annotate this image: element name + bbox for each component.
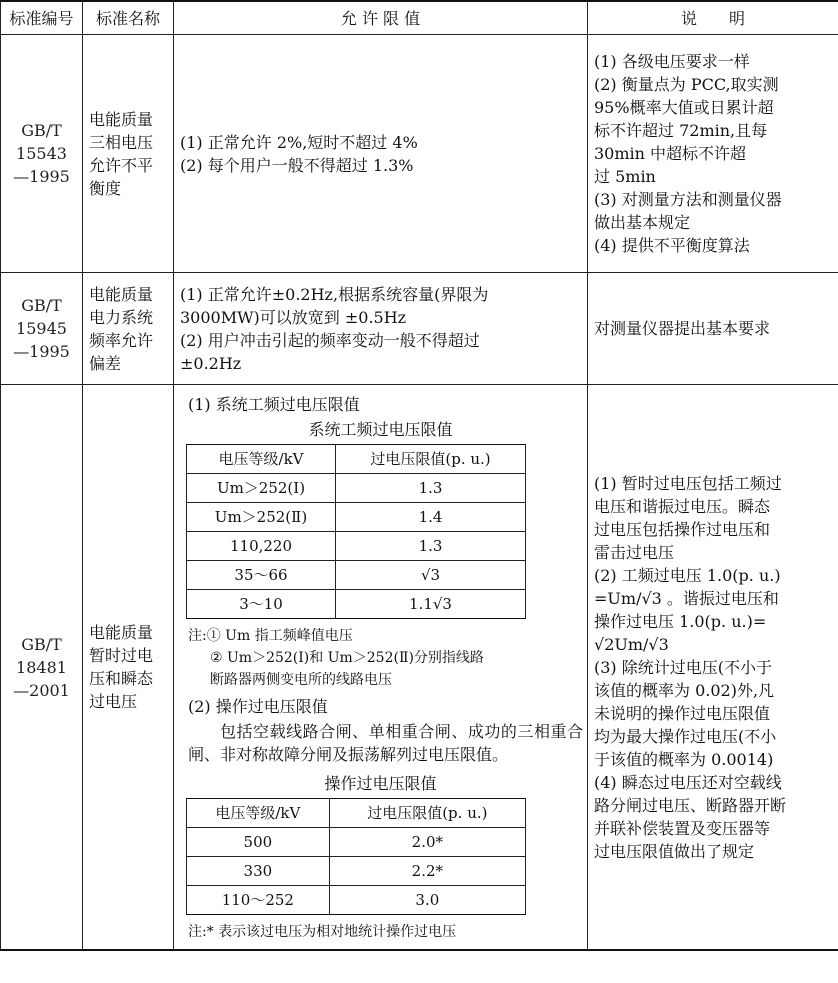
standard-code [1,273,83,385]
code-line: GB/T [21,296,62,315]
name-line: 衡度 [89,178,122,198]
desc-line: 未说明的操作过电压限值 [594,703,771,723]
desc-line: 电压和谐振过电压。瞬态 [594,496,771,516]
desc-line: (3) 除统计过电压(不小于 [594,657,772,677]
name-line: 三相电压 [89,132,154,152]
standard-name [83,35,174,273]
table-row [187,857,526,886]
name-line: 频率允许 [89,330,154,350]
table-cell: 2.0* [329,828,525,857]
description-cell [588,35,838,273]
desc-line: (2) 衡量点为 PCC,取实测 [594,75,779,94]
table-cell: Um＞252(Ⅰ) [187,474,336,503]
limit-cell [174,385,588,951]
limit-cell [174,273,588,385]
name-line: 允许不平 [89,155,154,175]
code-line: 15945 [16,319,67,338]
limit-line: (1) 正常允许 2%,短时不超过 4% [180,132,418,152]
limit-line: ±0.2Hz [180,353,242,373]
code-line: GB/T [21,634,62,654]
limit-line: (1) 正常允许±0.2Hz,根据系统容量(界限为 [180,284,489,304]
table-row [187,590,526,619]
power-frequency-table [186,444,526,619]
name-line: 暂时过电 [89,646,154,665]
name-line: 电能质量 [89,109,154,129]
inner-header-row [187,445,526,474]
desc-line: √2Um/√3 [594,634,669,654]
desc-line: (3) 对测量方法和测量仪器 [594,190,782,209]
table-cell: 110～252 [187,886,330,915]
code-line: —2001 [13,680,70,700]
column-header: 电压等级/kV [187,445,336,474]
name-line: 压和瞬态 [89,669,154,688]
standard-name [83,273,174,385]
desc-line: 该值的概率为 0.02)外,凡 [594,680,775,700]
desc-line: =Um/√3 。谐振过电压和 [594,588,779,608]
code-line: —1995 [13,342,70,361]
table-cell: 1.3 [336,474,526,503]
table-row [187,503,526,532]
table-cell: √3 [336,561,526,590]
desc-line: 对测量仪器提出基本要求 [594,319,771,338]
column-header: 电压等级/kV [187,799,330,828]
table-cell: 3.0 [329,886,525,915]
section1-table-title: 系统工频过电压限值 [308,420,453,439]
table-row [187,561,526,590]
code-line: GB/T [21,121,62,140]
table-cell: 1.4 [336,503,526,532]
header-desc: 说 明 [588,1,838,35]
table-cell: 1.3 [336,532,526,561]
description-cell [588,273,838,385]
note-line: 注:① Um 指工频峰值电压 [188,628,353,644]
header-row [1,1,838,35]
table-cell: 35～66 [187,561,336,590]
table-row [187,474,526,503]
desc-line: (1) 暂时过电压包括工频过 [594,473,782,493]
table-cell: 1.1√3 [336,590,526,619]
header-limit: 允 许 限 值 [174,1,588,35]
desc-line: 做出基本规定 [594,213,691,232]
section2-paragraph: 包括空载线路合闸、单相重合闸、成功的三相重合闸、非对称故障分闸及振荡解列过电压限值。 [188,722,583,764]
name-line: 电能质量 [89,284,154,304]
table-cell: 2.2* [329,857,525,886]
table-cell: 3～10 [187,590,336,619]
code-line: —1995 [13,167,70,186]
table-row [1,385,838,951]
table-cell: 330 [187,857,330,886]
desc-line: 操作过电压 1.0(p. u.)= [594,611,767,631]
limit-line: (2) 用户冲击引起的频率变动一般不得超过 [180,330,480,350]
desc-line: (4) 提供不平衡度算法 [594,236,750,255]
table-cell: 500 [187,828,330,857]
desc-line: 95%概率大值或日累计超 [594,98,774,117]
table-row [187,532,526,561]
desc-line: 过电压限值做出了规定 [594,841,755,861]
section2-table-title: 操作过电压限值 [324,774,437,793]
desc-line: 30min 中超标不许超 [594,144,747,163]
note-line: ② Um＞252(Ⅰ)和 Um＞252(Ⅱ)分别指线路 [210,650,484,666]
column-header: 过电压限值(p. u.) [336,445,526,474]
desc-line: 过 5min [594,167,656,186]
desc-line: 标不许超过 72min,且每 [594,121,768,140]
name-line: 偏差 [89,353,122,373]
desc-line: (2) 工频过电压 1.0(p. u.) [594,565,781,585]
table-row [1,273,838,385]
note-line: 断路器两侧变电所的线路电压 [210,672,392,688]
code-line: 15543 [16,144,67,163]
section2-note: 注:* 表示该过电压为相对地统计操作过电压 [188,924,457,940]
standard-name [83,385,174,951]
name-line: 过电压 [89,692,138,711]
desc-line: 路分闸过电压、断路器开断 [594,795,787,815]
section1-heading: (1) 系统工频过电压限值 [188,395,360,414]
table-cell: 110,220 [187,532,336,561]
table-row [187,828,526,857]
inner-header-row [187,799,526,828]
header-code: 标准编号 [1,1,83,35]
limit-line: 3000MW)可以放宽到 ±0.5Hz [180,307,407,327]
desc-line: 于该值的概率为 0.0014) [594,749,774,769]
code-line: 18481 [16,657,67,677]
limit-cell [174,35,588,273]
desc-line: 均为最大操作过电压(不小 [594,726,777,746]
name-line: 电力系统 [89,307,154,327]
desc-line: 雷击过电压 [594,542,675,562]
standard-code [1,385,83,951]
name-line: 电能质量 [89,623,154,642]
description-cell [588,385,838,951]
section2-heading: (2) 操作过电压限值 [188,697,328,716]
standard-code [1,35,83,273]
table-row [187,886,526,915]
section1-notes [188,625,583,691]
desc-line: (1) 各级电压要求一样 [594,52,750,71]
desc-line: (4) 瞬态过电压还对空载线 [594,772,782,792]
table-cell: Um＞252(Ⅱ) [187,503,336,532]
column-header: 过电压限值(p. u.) [329,799,525,828]
limit-line: (2) 每个用户一般不得超过 1.3% [180,155,414,175]
header-name: 标准名称 [83,1,174,35]
desc-line: 过电压包括操作过电压和 [594,519,771,539]
switching-overvoltage-table [186,798,526,915]
desc-line: 并联补偿装置及变压器等 [594,818,771,838]
table-row [1,35,838,273]
